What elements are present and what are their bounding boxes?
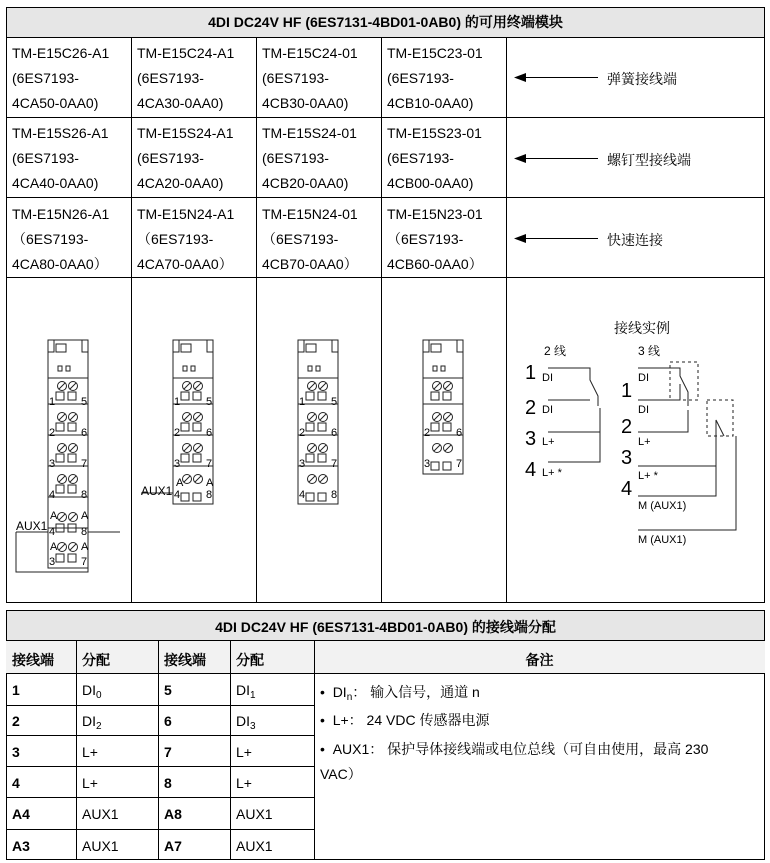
grid-h [6, 705, 314, 706]
table-row-terminal: A4 [12, 806, 30, 822]
table-row-assign: AUX1 [236, 838, 273, 854]
col-header-remark: 备注 [525, 652, 554, 668]
table-row-terminal: A8 [164, 806, 182, 822]
table-row-terminal: 7 [164, 744, 172, 760]
lplus-star-label: L+ * [542, 467, 562, 479]
terminal-type-note: 螺钉型接线端 [607, 152, 691, 168]
module-diagram [298, 340, 338, 504]
terminal-type-note: 快速连接 [607, 232, 663, 248]
di-label: DI [542, 404, 553, 416]
m-aux1-label: M (AUX1) [638, 500, 687, 512]
m-aux1-label: M (AUX1) [638, 534, 687, 546]
terminal-type-note: 弹簧接线端 [607, 71, 677, 87]
wire-number: 1 [621, 380, 633, 402]
col-header-assign: 分配 [236, 652, 264, 668]
col-header-assign: 分配 [82, 652, 110, 668]
table-row-terminal: 2 [12, 713, 20, 729]
module-cell: TM-E15N23-01 （6ES7193- 4CB60-0AA0） [387, 206, 483, 272]
lplus-label: L+ [638, 436, 651, 448]
table-row-assign: $DI_1$ [236, 682, 256, 701]
lplus-label: L+ [542, 436, 555, 448]
di-label: DI [542, 372, 553, 384]
grid-v [230, 641, 231, 860]
module-cell: TM-E15N24-01 （6ES7193- 4CB70-0AA0） [262, 206, 358, 272]
module-cell: TM-E15S26-A1 (6ES7193- 4CA40-0AA0) [12, 125, 109, 191]
grid-h [6, 673, 765, 674]
module-cell: TM-E15S23-01 (6ES7193- 4CB00-0AA0) [387, 125, 482, 191]
table-row-terminal: 8 [164, 775, 172, 791]
table-row-terminal: 3 [12, 744, 20, 760]
bullet-icon: • [320, 741, 325, 757]
module-cell: TM-E15C26-A1 (6ES7193- 4CA50-0AA0) [12, 45, 110, 111]
table-row-assign: $DI_3$ [236, 713, 256, 732]
remark-item: • AUX1： 保护导体接线端或电位总线（可自由使用，最高 230 VAC） [320, 741, 709, 782]
grid-h [6, 829, 314, 830]
table-row-terminal: 6 [164, 713, 172, 729]
table-row-assign: AUX1 [82, 838, 119, 854]
wire-number: 3 [621, 447, 633, 469]
lplus-star-label: L+ * [638, 470, 658, 482]
module-cell: TM-E15N26-A1 （6ES7193- 4CA80-0AA0） [12, 206, 110, 272]
wire-number: 1 [525, 362, 537, 384]
module-diagram [16, 340, 120, 572]
table-row-terminal: A3 [12, 838, 30, 854]
module-cell: TM-E15C23-01 (6ES7193- 4CB10-0AA0) [387, 45, 483, 111]
three-wire-label: 3 线 [638, 344, 661, 358]
table-row-assign: AUX1 [82, 806, 119, 822]
module-cell: TM-E15N24-A1 （6ES7193- 4CA70-0AA0） [137, 206, 235, 272]
table-row-assign: L+ [236, 744, 252, 760]
table-row-assign: $DI_2$ [82, 713, 102, 732]
wire-number: 2 [525, 397, 537, 419]
wire-number: 4 [525, 459, 537, 481]
col-header-terminal: 接线端 [164, 652, 206, 668]
top-table-title: 4DI DC24V HF (6ES7131-4BD01-0AB0) 的可用终端模块 [208, 14, 563, 30]
bullet-icon: • [320, 684, 325, 700]
table-row-terminal: 5 [164, 682, 172, 698]
wiring-example-title: 接线实例 [614, 320, 670, 336]
grid-h [6, 766, 314, 767]
grid-v [158, 641, 159, 860]
table-row-assign: L+ [82, 744, 98, 760]
di-label: DI [638, 404, 649, 416]
wire-number: 2 [621, 416, 633, 438]
col-header-terminal: 接线端 [12, 652, 54, 668]
wire-number: 4 [621, 478, 633, 500]
grid-v [76, 641, 77, 860]
two-wire-label: 2 线 [544, 344, 567, 358]
remark-item: • $DI_n$： 输入信号，通道 n [320, 684, 480, 703]
module-cell: TM-E15C24-01 (6ES7193- 4CB30-0AA0) [262, 45, 358, 111]
grid-h [6, 735, 314, 736]
table-row-assign: L+ [236, 775, 252, 791]
module-cell: TM-E15S24-01 (6ES7193- 4CB20-0AA0) [262, 125, 357, 191]
bottom-table-title: 4DI DC24V HF (6ES7131-4BD01-0AB0) 的接线端分配 [215, 619, 556, 635]
grid-h [6, 797, 314, 798]
table-row-terminal: 1 [12, 682, 20, 698]
bullet-icon: • [320, 712, 325, 728]
table-row-assign: L+ [82, 775, 98, 791]
di-label: DI [638, 372, 649, 384]
module-cell: TM-E15S24-A1 (6ES7193- 4CA20-0AA0) [137, 125, 234, 191]
table-row-terminal: A7 [164, 838, 182, 854]
table-row-terminal: 4 [12, 775, 20, 791]
table-row-assign: $DI_0$ [82, 682, 102, 701]
module-cell: TM-E15C24-A1 (6ES7193- 4CA30-0AA0) [137, 45, 235, 111]
wire-number: 3 [525, 428, 537, 450]
remark-item: • L+： 24 VDC 传感器电源 [320, 712, 490, 728]
grid-v [314, 641, 315, 860]
table-row-assign: AUX1 [236, 806, 273, 822]
module-diagram [423, 340, 463, 474]
